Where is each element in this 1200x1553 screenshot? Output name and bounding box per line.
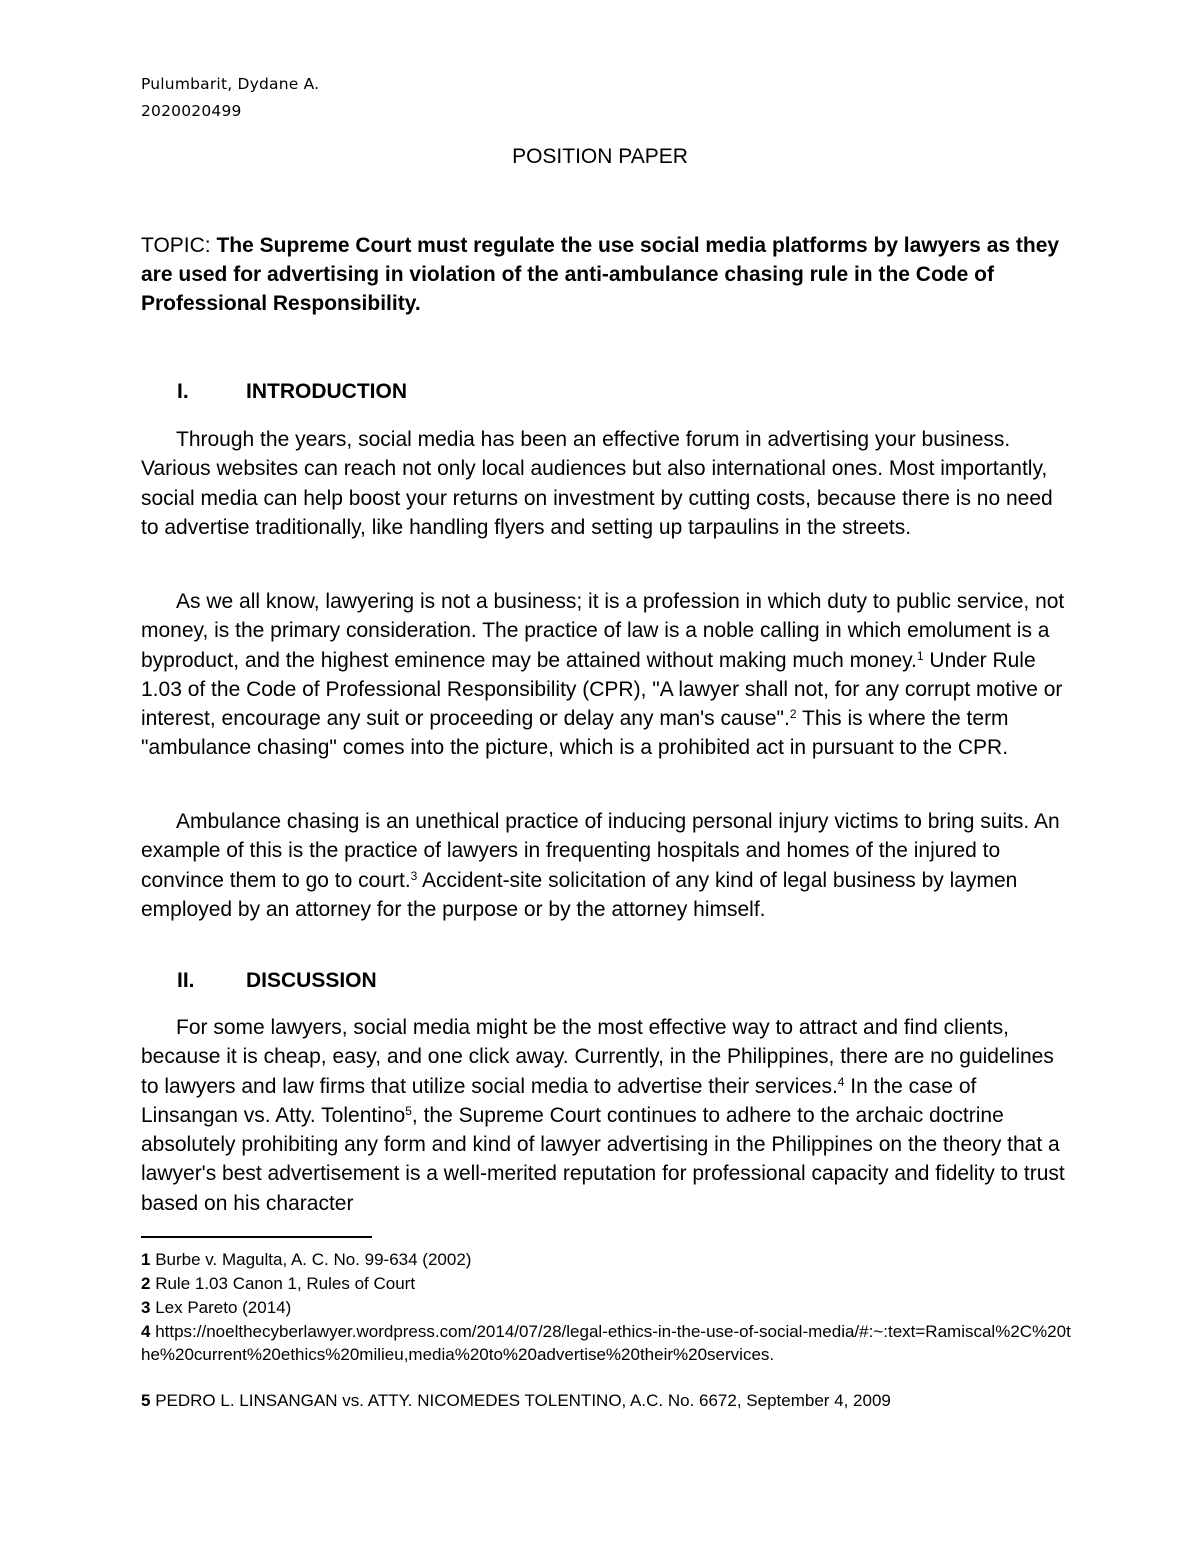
footnote-5 <box>141 1389 1071 1412</box>
section-heading-discussion <box>177 969 377 993</box>
footnote-4 <box>141 1320 1071 1366</box>
footnote-text: PEDRO L. LINSANGAN vs. ATTY. NICOMEDES TOLENTINO, A.C. No. 6672, September 4, 2009 <box>150 1391 891 1410</box>
footnote-number: 5 <box>141 1391 151 1410</box>
footnote-text: Rule 1.03 Canon 1, Rules of Court <box>150 1274 416 1293</box>
footnote-3 <box>141 1296 1071 1319</box>
paragraph-intro-3 <box>141 807 1066 924</box>
paragraph-discussion-1 <box>141 1013 1066 1218</box>
paragraph-intro-1: Through the years, social media has been an effective forum in advertising your business. Various websites can reach not only local audiences but also international ones. Most importantly, social media can help boost your returns on investment by cutting costs, because there is no need to advertise traditionally, like handling flyers and setting up tarpaulins in the streets. <box>141 428 1053 539</box>
footnote-number: 4 <box>141 1322 151 1341</box>
paragraph-text: Accident-site solicitation of any kind of legal business by laymen employed by an attorney for the purpose or by the attorney himself. <box>141 868 1018 921</box>
footnote-ref-1: 1 <box>916 648 924 663</box>
author-name: Pulumbarit, Dydane A. <box>141 75 320 93</box>
footnote-divider <box>141 1236 372 1238</box>
student-id: 2020020499 <box>141 102 242 120</box>
footnote-ref-3: 3 <box>410 868 418 883</box>
footnote-ref-5: 5 <box>405 1103 412 1118</box>
footnote-2 <box>141 1272 1071 1295</box>
paragraph-text: Ambulance chasing is an unethical practice of inducing personal injury victims to bring suits. An example of this is the practice of lawyers in frequenting hospitals and homes of the injured to convince them to go to court. <box>141 810 1060 892</box>
paragraph-text: This is where the term "ambulance chasing" comes into the picture, which is a prohibited act in pursuant to the CPR. <box>141 707 1009 760</box>
section-number: II. <box>177 969 195 992</box>
footnote-link[interactable]: https://noelthecyberlawyer.wordpress.com/2014/07/28/legal-ethics-in-the-use-of-social-media/#:~:text=Ramiscal%2C%20the%20current%20ethics%20milieu,media%20to%20advertise%20their%20services. <box>141 1322 1071 1364</box>
topic-label: TOPIC: <box>141 234 211 257</box>
paragraph-text: , the Supreme Court continues to adhere to the archaic doctrine absolutely prohibiting any form and kind of lawyer advertising in the Philippines on the theory that a lawyer's best advertisement is a well-merited reputation for professional capacity and fidelity to trust based on his character <box>141 1103 1065 1215</box>
paragraph-text: Under Rule 1.03 of the Code of Professional Responsibility (CPR), "A lawyer shall not, for any corrupt motive or interest, encourage any suit or proceeding or delay any man's cause". <box>141 648 1063 731</box>
paragraph-text: For some lawyers, social media might be the most effective way to attract and find clients, because it is cheap, easy, and one click away. Currently, in the Philippines, there are no guidelines to lawyers and law firms that utilize social media to advertise their services. <box>141 1016 1054 1098</box>
section-title: DISCUSSION <box>246 969 377 992</box>
topic-statement <box>141 231 1061 318</box>
footnote-ref-2: 2 <box>789 707 797 722</box>
footnote-text: Burbe v. Magulta, A. C. No. 99-634 (2002) <box>150 1250 472 1269</box>
paragraph-text: As we all know, lawyering is not a business; it is a profession in which duty to public service, not money, is the primary consideration. The practice of law is a noble calling in which emolument is a byproduct, and the highest eminence may be attained without making much money. <box>141 590 1065 672</box>
footnote-number: 2 <box>141 1274 151 1293</box>
topic-text: The Supreme Court must regulate the use social media platforms by lawyers as they are used for advertising in violation of the anti-ambulance chasing rule in the Code of Professional Responsibility. <box>141 234 1060 315</box>
footnote-ref-4: 4 <box>837 1074 845 1089</box>
section-heading-introduction <box>177 380 407 404</box>
footnote-text: Lex Pareto (2014) <box>150 1298 292 1317</box>
section-title: INTRODUCTION <box>246 380 407 403</box>
footnote-number: 3 <box>141 1298 151 1317</box>
paragraph-text: In the case of Linsangan vs. Atty. Tolentino <box>141 1074 977 1127</box>
page-title: POSITION PAPER <box>512 145 688 168</box>
footnote-1 <box>141 1248 1071 1271</box>
footnote-number: 1 <box>141 1250 151 1269</box>
section-number: I. <box>177 380 189 403</box>
paragraph-intro-2 <box>141 587 1066 763</box>
